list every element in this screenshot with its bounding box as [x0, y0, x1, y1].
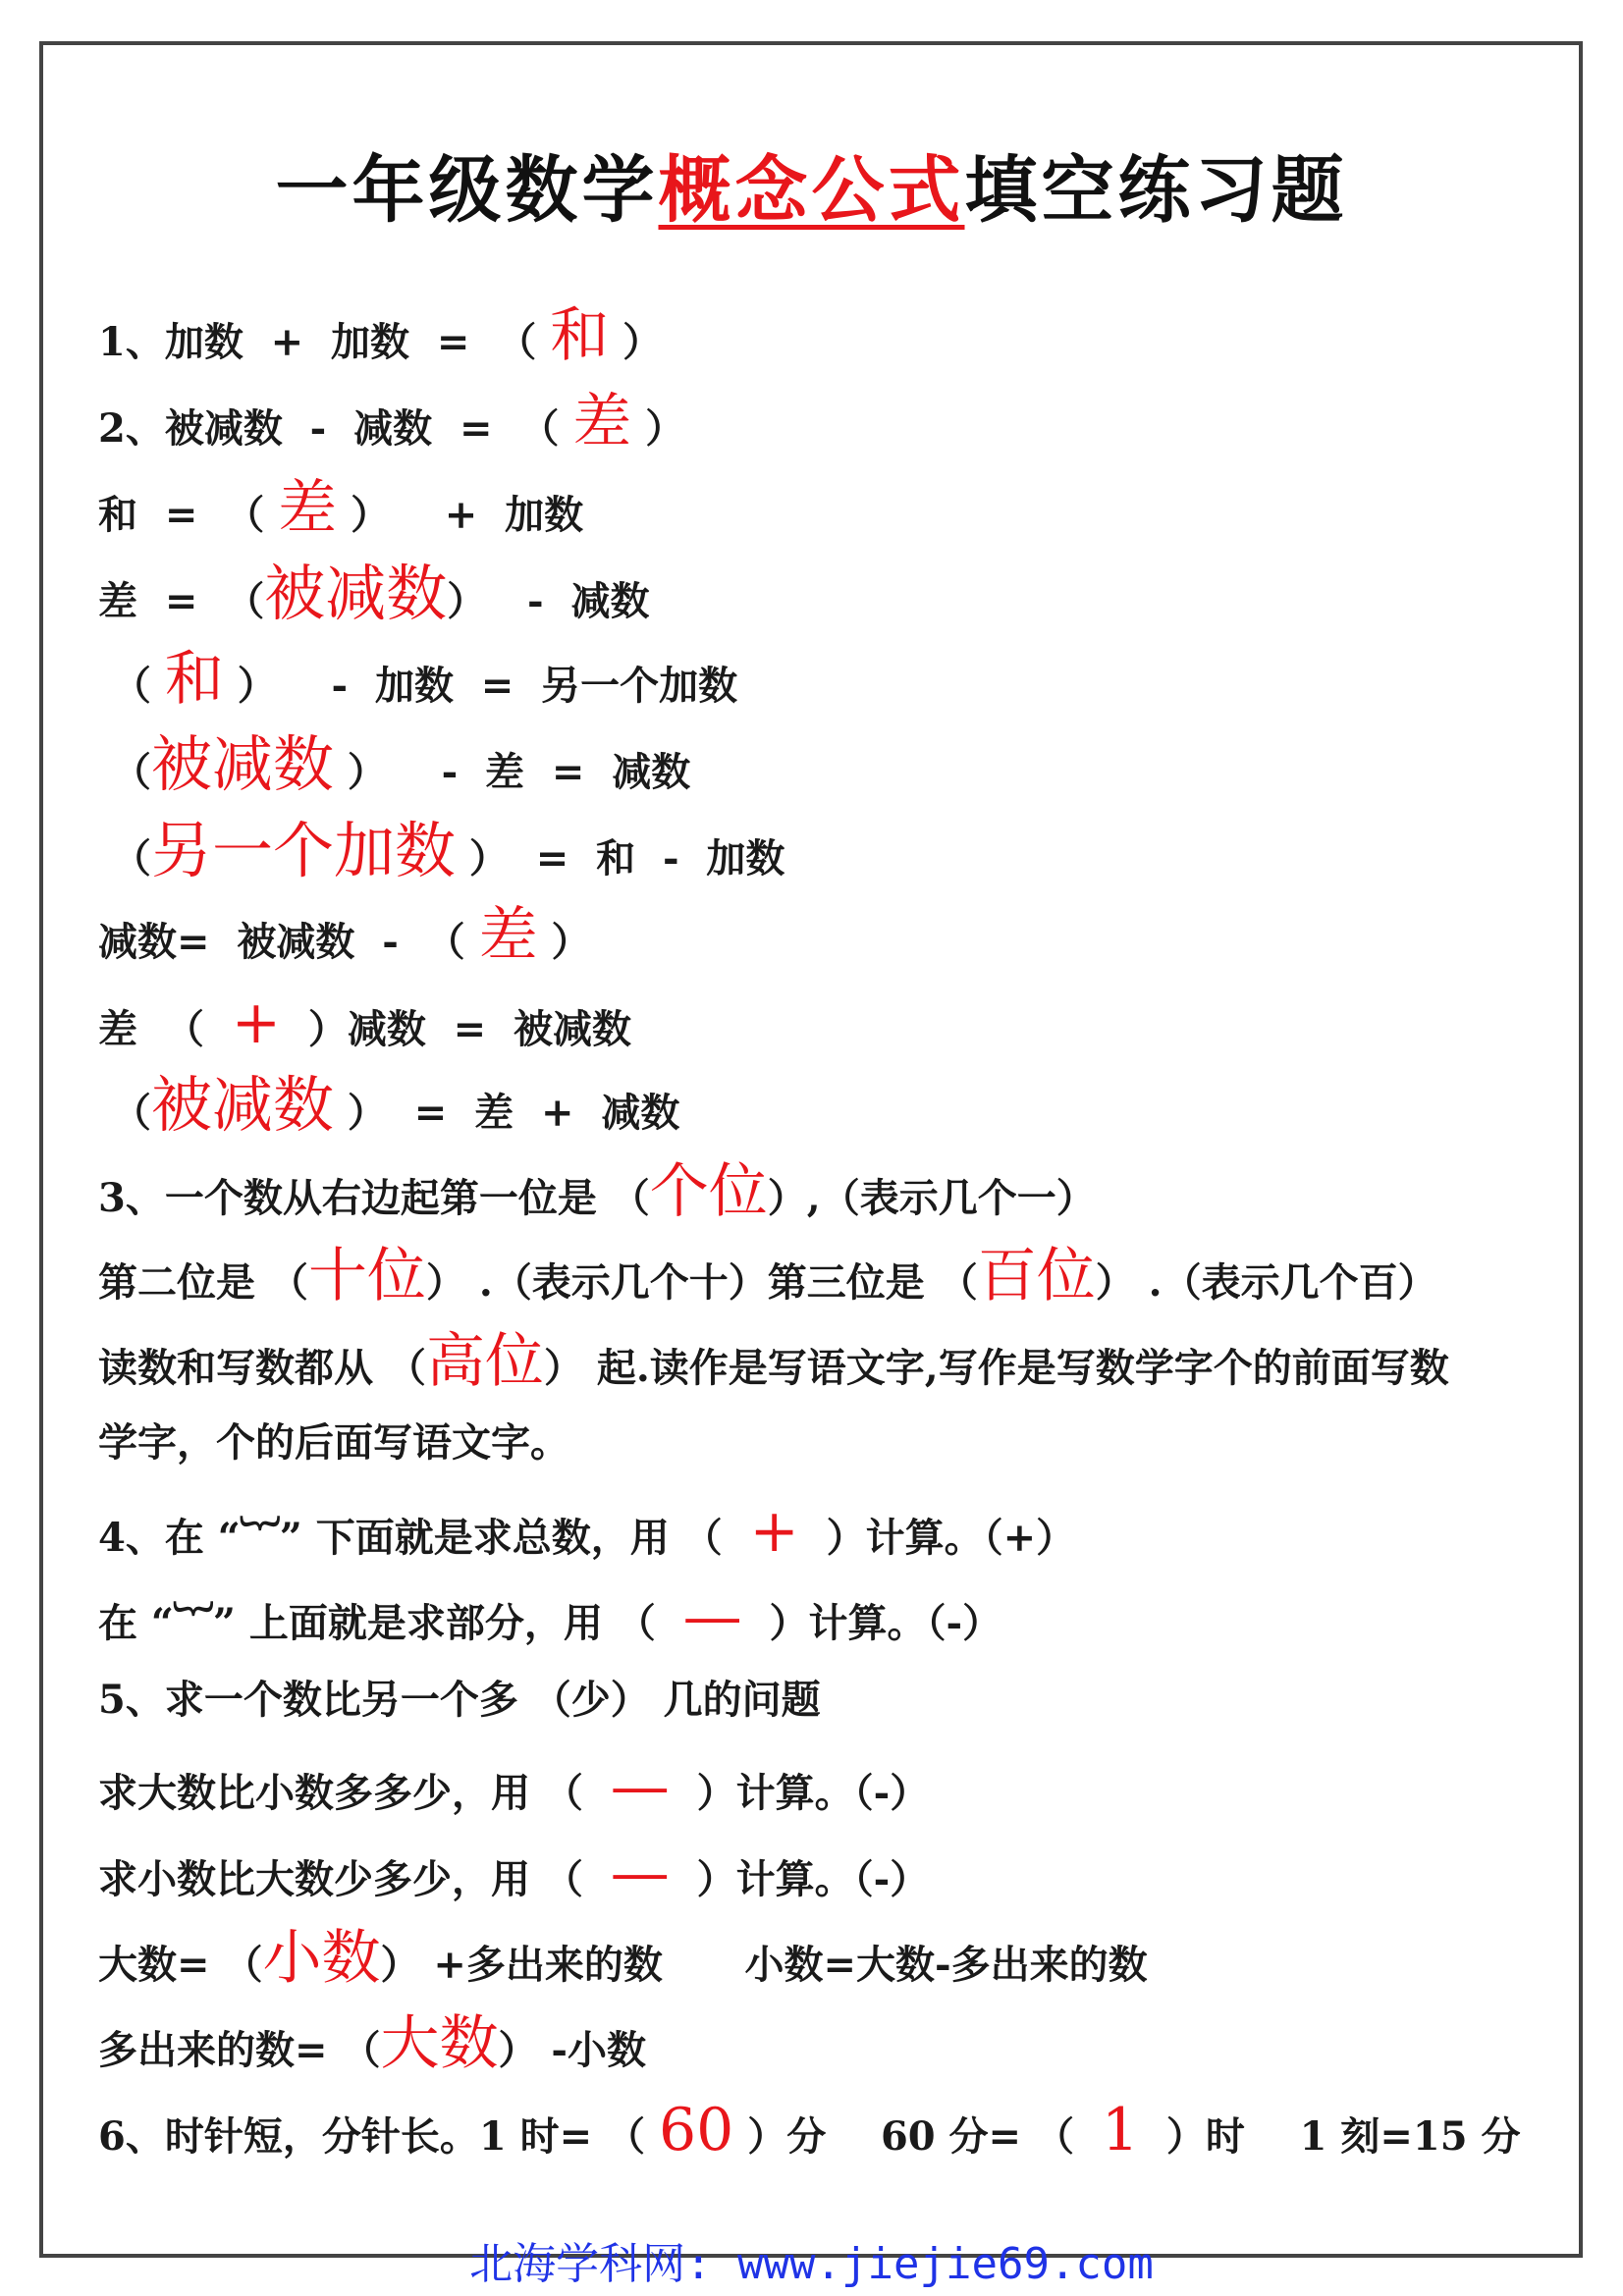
- line-text: 4、在 “︸” 下面就是求总数，用 （: [98, 1515, 750, 1561]
- line-21: [98, 2009, 646, 2078]
- line-text: ） +多出来的数 小数=大数-多出来的数: [380, 1942, 1148, 1988]
- line-3: [98, 474, 584, 543]
- line-text: ）: [631, 405, 685, 452]
- line-text: 大数= （: [98, 1942, 263, 1988]
- line-text: 读数和写数都从 （: [98, 1345, 426, 1391]
- answer: 差: [478, 901, 538, 970]
- line-text: 求大数比小数多多少，用 （: [98, 1770, 611, 1816]
- line-text: （: [98, 663, 165, 709]
- answer: +: [749, 1497, 799, 1566]
- line-text: 1、加数 + 加数 = （: [98, 319, 551, 365]
- answer: 60: [658, 2096, 734, 2164]
- line-text: （: [98, 749, 151, 795]
- line-1: [98, 301, 663, 370]
- title-pre: 一年级数学: [275, 148, 659, 233]
- line-text: ） -小数: [498, 2027, 646, 2073]
- line-text: （: [98, 835, 151, 881]
- answer: 和: [550, 301, 610, 370]
- line-text: ）: [537, 919, 591, 965]
- line-text: ） = 差 + 减数: [333, 1090, 680, 1136]
- line-text: 求小数比大数少多少，用 （: [98, 1856, 611, 1902]
- line-text: 5、求一个数比另一个多 （少） 几的问题: [98, 1677, 821, 1723]
- line-text: ）计算。（+）: [798, 1515, 1076, 1561]
- line-8: [98, 901, 591, 970]
- answer: —: [610, 1752, 670, 1821]
- answer: 小数: [262, 1924, 381, 1993]
- line-text: 差 = （: [98, 578, 265, 624]
- line-12: [98, 1242, 1437, 1310]
- line-text: ） - 加数 = 另一个加数: [223, 663, 738, 709]
- line-7: [98, 815, 785, 886]
- answer: 差: [278, 474, 338, 543]
- answer: 被减数: [150, 1069, 334, 1141]
- line-text: 3、一个数从右边起第一位是 （: [98, 1175, 650, 1221]
- answer: 个位: [649, 1157, 768, 1226]
- line-text: 和 = （: [98, 492, 279, 538]
- title-post: 填空练习题: [964, 148, 1348, 233]
- answer: 高位: [425, 1327, 544, 1396]
- answer: 大数: [380, 2009, 499, 2078]
- line-text: 第二位是 （: [98, 1259, 308, 1306]
- answer: 十位: [307, 1242, 426, 1310]
- answer: 被减数: [264, 558, 448, 629]
- answer: 和: [164, 645, 224, 714]
- line-9: [98, 988, 632, 1057]
- line-17: [98, 1677, 821, 1723]
- line-text: ） - 差 = 减数: [333, 749, 691, 795]
- line-text: 差 （: [98, 1006, 232, 1052]
- answer: 百位: [977, 1242, 1096, 1310]
- line-5: [98, 645, 738, 714]
- line-text: ）时 1 刻=15 分: [1139, 2113, 1521, 2160]
- line-22: [98, 2096, 1521, 2164]
- line-text: ）计算。（-）: [669, 1770, 930, 1816]
- line-text: ） + 加数: [337, 492, 584, 538]
- line-4: [98, 558, 650, 629]
- line-16: [98, 1582, 1002, 1651]
- answer: 差: [572, 388, 632, 456]
- answer: —: [610, 1839, 670, 1907]
- line-11: [98, 1157, 1096, 1226]
- line-text: （: [98, 1090, 151, 1136]
- line-14: [98, 1419, 569, 1466]
- footer-watermark: 北海学科网: www.jiejie69.com: [469, 2239, 1154, 2289]
- page-title: [0, 133, 1623, 237]
- line-13: [98, 1327, 1449, 1396]
- answer: —: [682, 1582, 742, 1651]
- answer: +: [231, 988, 281, 1057]
- line-text: ）计算。（-）: [741, 1600, 1002, 1646]
- line-6: [98, 728, 691, 800]
- line-text: 减数= 被减数 - （: [98, 919, 479, 965]
- line-text: ）计算。（-）: [669, 1856, 930, 1902]
- line-text: ）分 60 分= （: [733, 2113, 1102, 2160]
- line-text: 2、被减数 - 减数 = （: [98, 405, 573, 452]
- line-15: [98, 1497, 1076, 1566]
- answer: 1: [1101, 2096, 1140, 2164]
- line-text: ）: [609, 319, 663, 365]
- line-text: 6、时针短，分针长。1 时= （: [98, 2113, 659, 2160]
- line-text: ） 起.读作是写语文字,写作是写数学字个的前面写数: [543, 1345, 1449, 1391]
- answer: 被减数: [150, 728, 334, 800]
- line-text: ） - 减数: [447, 578, 650, 624]
- line-text: ） = 和 - 加数: [455, 835, 785, 881]
- line-text: ） .（表示几个百）: [1095, 1259, 1437, 1306]
- answer: 另一个加数: [150, 815, 456, 886]
- line-text: ）,（表示几个一）: [767, 1175, 1096, 1221]
- line-18: [98, 1752, 930, 1821]
- line-2: [98, 388, 685, 456]
- line-10: [98, 1069, 680, 1141]
- line-text: 多出来的数= （: [98, 2027, 381, 2073]
- line-text: 学字，个的后面写语文字。: [98, 1419, 569, 1466]
- line-20: [98, 1924, 1148, 1993]
- line-19: [98, 1839, 930, 1907]
- title-highlight: 概念公式: [658, 148, 965, 233]
- line-text: 在 “︸” 上面就是求部分，用 （: [98, 1600, 683, 1646]
- line-text: ） .（表示几个十）第三位是 （: [425, 1259, 978, 1306]
- line-text: ）减数 = 被减数: [280, 1006, 632, 1052]
